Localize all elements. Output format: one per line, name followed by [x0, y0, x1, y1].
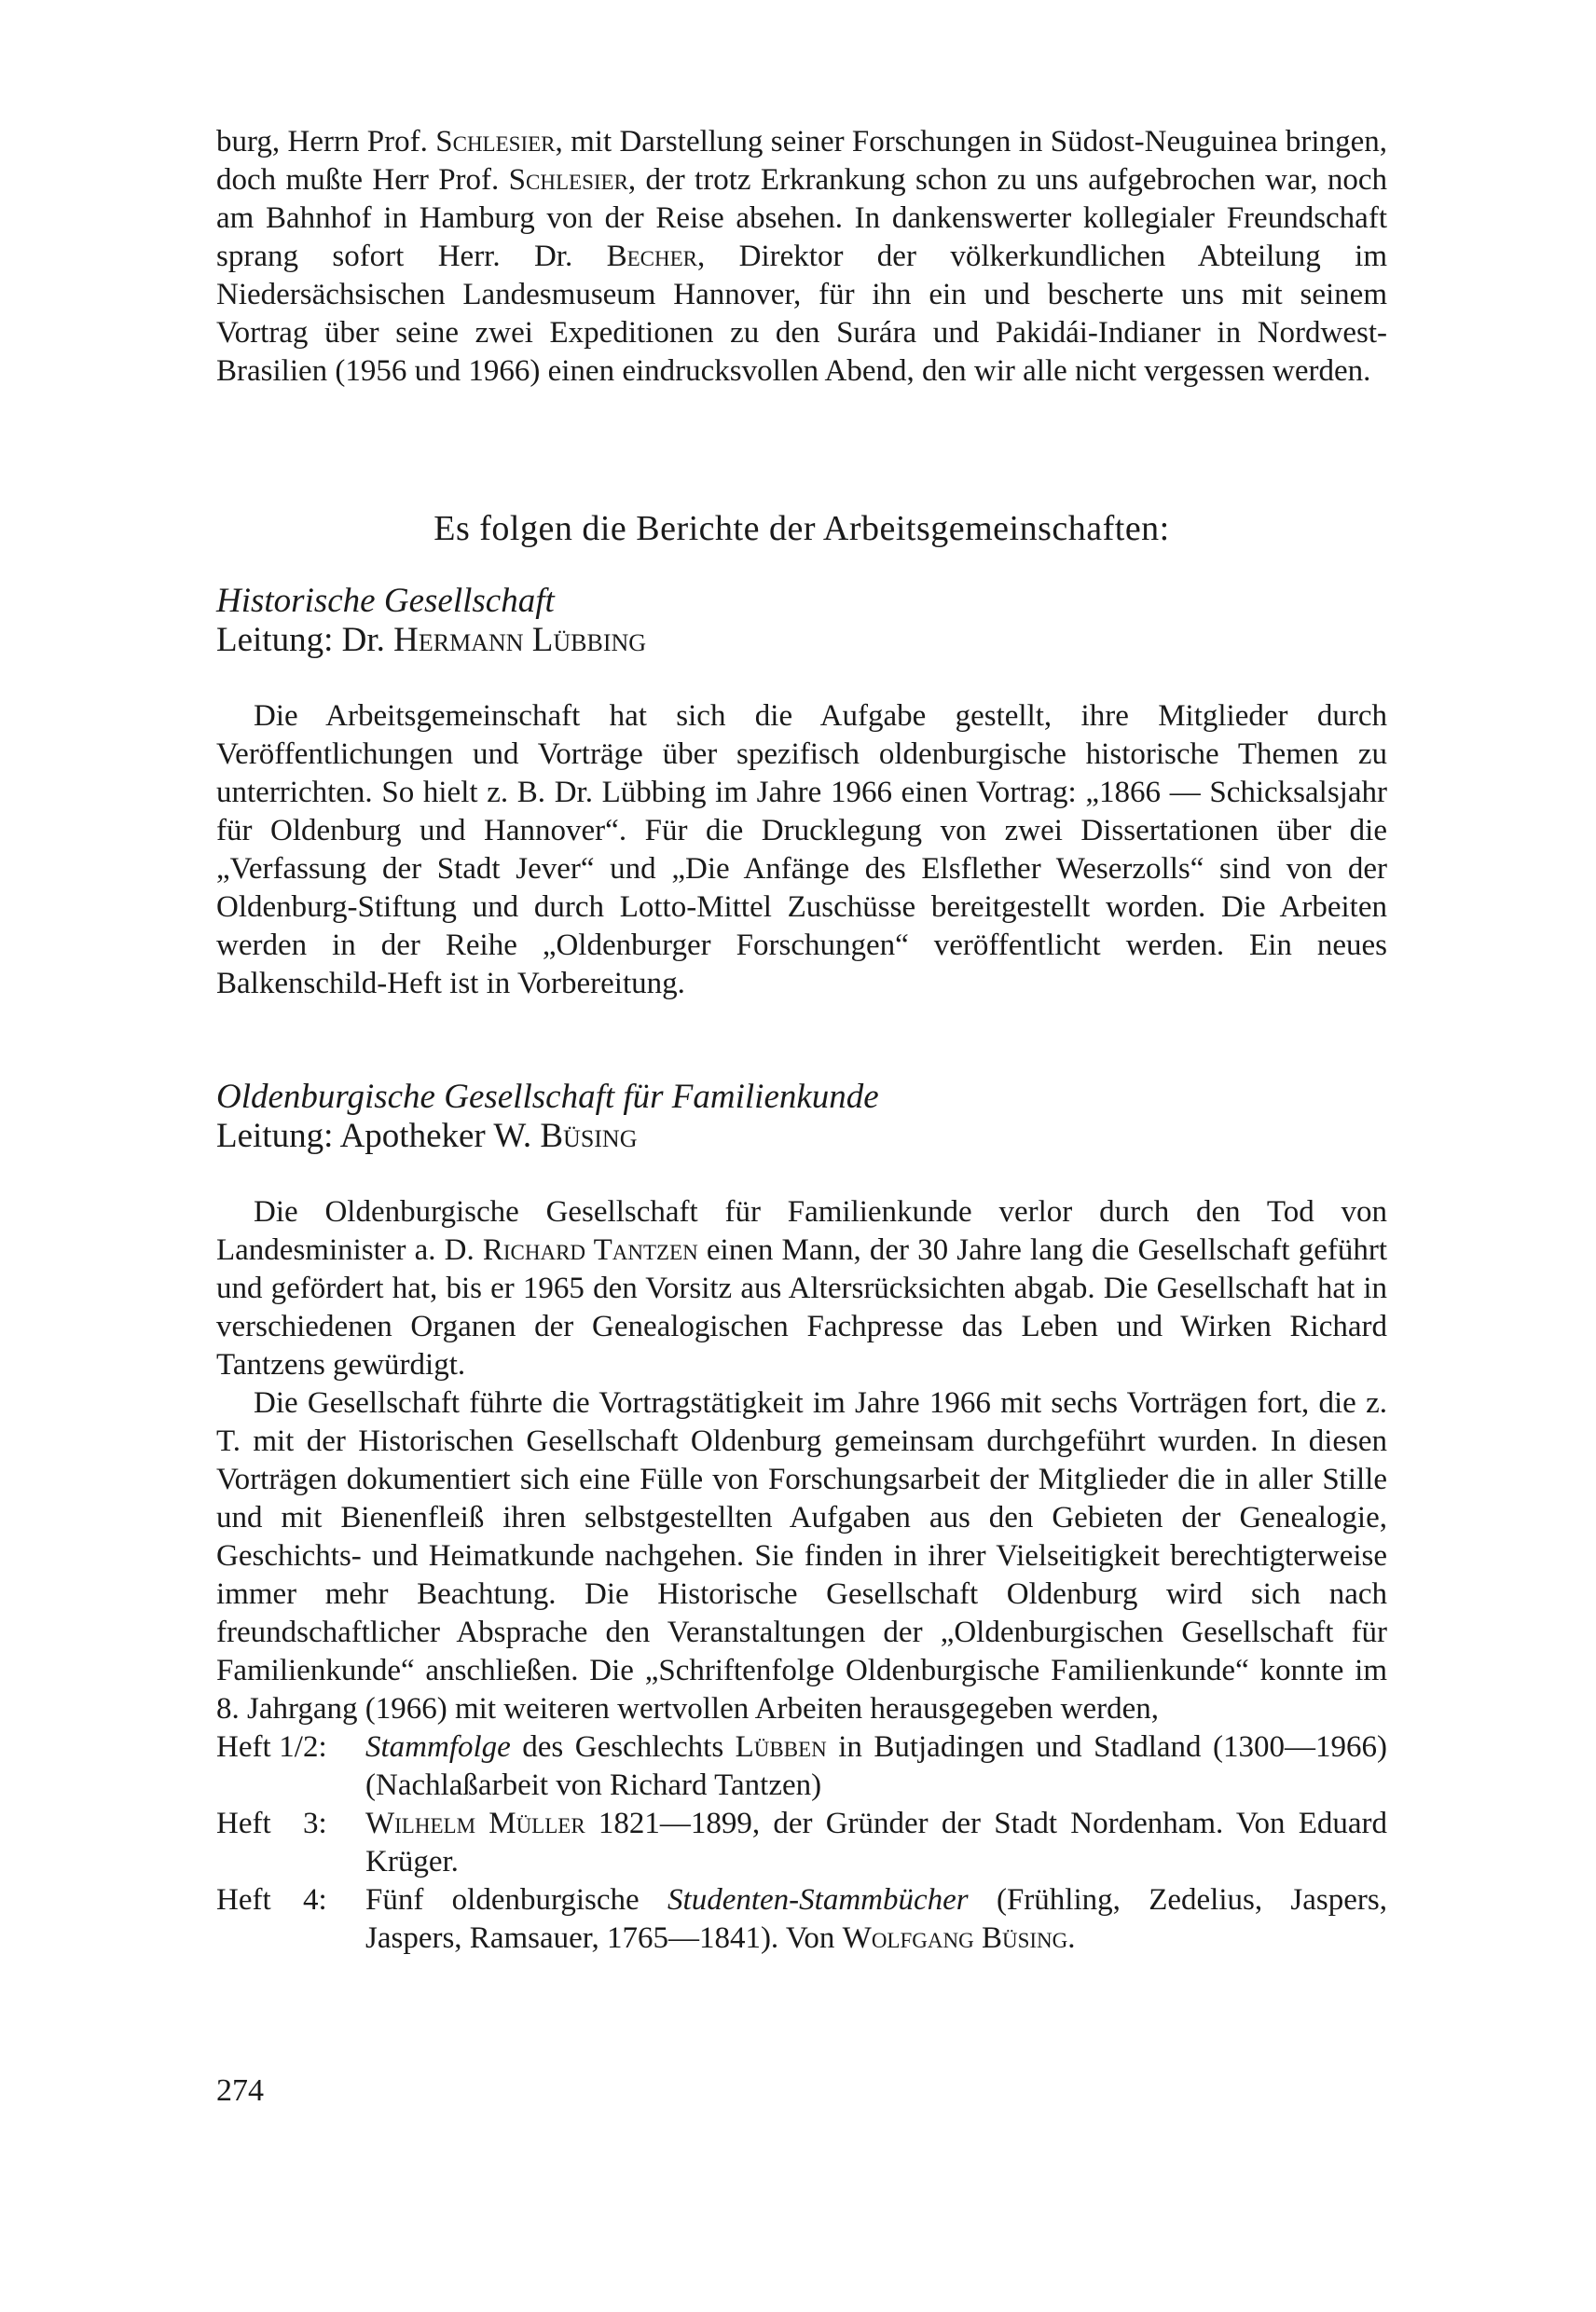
section-heading: Es folgen die Berichte der Arbeitsgemeinschaften:	[433, 509, 1170, 548]
heft-list-item: Heft 3: Wilhelm Müller 1821—1899, der Gründer der Stadt Nordenham. Von Eduard Krüger.	[216, 1807, 1387, 1878]
document-page	[216, 123, 1387, 1958]
name-smallcaps: Schlesier	[435, 125, 556, 158]
section-familienkunde	[216, 1078, 1387, 1958]
section-lead: Leitung: Dr. Hermann Lübbing	[216, 621, 647, 659]
section-title: Historische Gesellschaft	[216, 582, 555, 620]
heft-list-item: Heft 4: Fünf oldenburgische Studenten-Stammbücher (Frühling, Zedelius, Jaspers, Jaspers, Ramsauer, 1765—1841). Von Wolfgang Büsing.	[216, 1883, 1387, 1955]
section-lead: Leitung: Apotheker W. Büsing	[216, 1117, 638, 1155]
section-body: Die Gesellschaft führte die Vortragstätigkeit im Jahre 1966 mit sechs Vorträgen fort, die z. T. mit der Historischen Gesellschaft Oldenburg gemeinsam durchgeführt wurden. In diesen Vorträgen dokumentiert sich eine Fülle von Forschungsarbeit der Mitglieder die in aller Stille und mit Bienenfleiß ihren selbstgestellten Aufgaben aus den Gebieten der Genealogie, Geschichts- und Heimatkunde nachgehen. Sie finden in ihrer Vielseitigkeit berechtigterweise immer mehr Beachtung. Die Historische Gesellschaft Oldenburg wird sich nach freundschaftlicher Absprache den Veranstaltungen der „Oldenburgischen Gesellschaft für Familienkunde“ anschließen. Die „Schriftenfolge Oldenburgische Familienkunde“ konnte im 8. Jahrgang (1966) mit weiteren wertvollen Arbeiten herausgegeben werden,	[216, 1386, 1387, 1726]
section-body: Die Oldenburgische Gesellschaft für Familienkunde verlor durch den Tod von Landesminister a. D. Richard Tantzen einen Mann, der 30 Jahre lang die Gesellschaft geführt und gefördert hat, bis er 1965 den Vorsitz aus Altersrücksichten abgab. Die Gesellschaft hat in verschiedenen Organen der Genealogischen Fachpresse das Leben und Wirken Richard Tantzens gewürdigt.	[216, 1195, 1387, 1382]
section-body: Die Arbeitsgemeinschaft hat sich die Aufgabe gestellt, ihre Mitglieder durch Veröffentlichungen und Vorträge über spezifisch oldenburgische historische Themen zu unterrichten. So hielt z. B. Dr. Lübbing im Jahre 1966 einen Vortrag: „1866 — Schicksalsjahr für Oldenburg und Hannover“. Für die Drucklegung von zwei Dissertationen über die „Verfassung der Stadt Jever“ und „Die Anfänge des Elsflether Weserzolls“ sind von der Oldenburg-Stiftung und durch Lotto-Mittel Zuschüsse bereitgestellt worden. Die Arbeiten werden in der Reihe „Oldenburger Forschungen“ veröffentlicht werden. Ein neues Balkenschild-Heft ist in Vorbereitung.	[216, 699, 1387, 1000]
name-smallcaps: Schlesier	[508, 163, 628, 197]
section-title: Oldenburgische Gesellschaft für Familienkunde	[216, 1078, 879, 1116]
page-number: 274	[216, 2073, 264, 2108]
name-smallcaps: Becher	[606, 240, 698, 273]
section-historische-gesellschaft	[216, 582, 1387, 1003]
intro-paragraph: burg, Herrn Prof. Schlesier, mit Darstellung seiner Forschungen in Südost-Neuguinea bringen, doch mußte Herr Prof. Schlesier, der trotz Erkrankung schon zu uns aufgebrochen war, noch am Bahnhof in Hamburg von der Reise absehen. In dankenswerter kollegialer Freundschaft sprang sofort Herr. Dr. Becher, Direktor der völkerkundlichen Abteilung im Niedersächsischen Landesmuseum Hannover, für ihn ein und bescherte uns mit seinem Vortrag über seine zwei Expeditionen zu den Surára und Pakidái-Indianer in Nordwest-Brasilien (1956 und 1966) einen eindrucksvollen Abend, den wir alle nicht vergessen werden.	[216, 125, 1388, 388]
heft-list-item: Heft 1/2: Stammfolge des Geschlechts Lübben in Butjadingen und Stadland (1300—1966) (Nachlaßarbeit von Richard Tantzen)	[216, 1730, 1387, 1802]
